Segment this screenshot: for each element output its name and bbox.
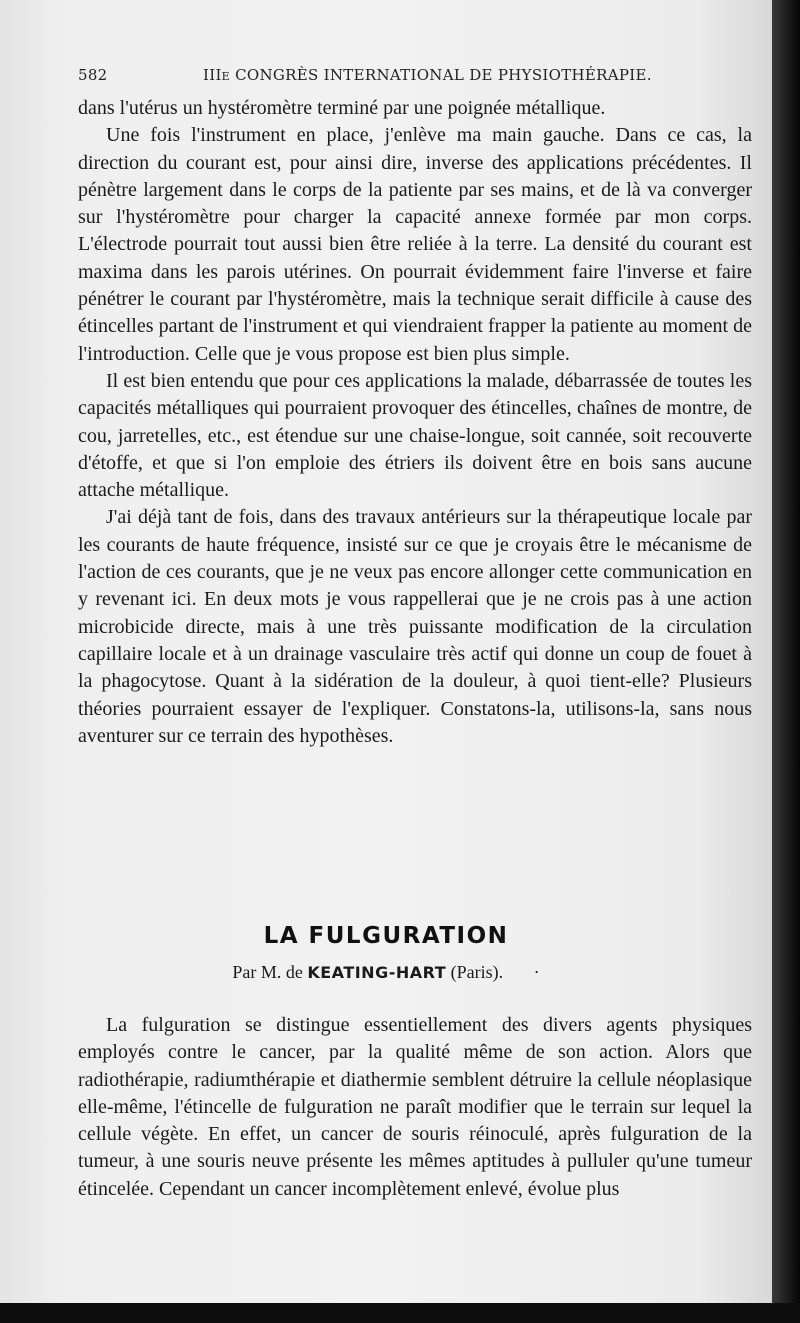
paragraph: Il est bien entendu que pour ces applications la malade, débarrassée de toutes les capacités métalliques qui pourraient provoquer des étincelles, chaînes de montre, de cou, jarretelles, etc., est étendue sur une chaise-longue, soit cannée, soit recouverte d'étoffe, et que si l'on emploie des étriers ils doivent être en bois sans aucune attache métallique.: [78, 369, 752, 502]
byline: [0, 962, 772, 983]
page-edge-shadow: [772, 0, 800, 1323]
author-name: KEATING-HART: [307, 963, 447, 982]
mark: ·: [533, 962, 540, 982]
page-number: 582: [78, 66, 108, 84]
paragraph: Une fois l'instrument en place, j'enlève ma main gauche. Dans ce cas, la direction du courant est, pour ainsi dire, inverse des applications précédentes. Il pénètre largement dans le corps de la patiente par ses mains, et de là va converger sur l'hystéromètre pour charger la capacité annexe formée par mon corps. L'électrode pourrait tout aussi bien être reliée à la terre. La densité du courant est maxima dans les parois utérines. On pourrait évidemment faire l'inverse et faire pénétrer le courant par l'hystéromètre, mais la technique serait difficile à cause des étincelles partant de l'instrument et qui viendraient frapper la patiente au moment de l'introduction. Celle que je vous propose est bien plus simple.: [78, 124, 752, 365]
byline-prefix: Par M. de: [232, 962, 303, 982]
section-body-text: [78, 1012, 752, 1203]
running-title: IIIe CONGRÈS INTERNATIONAL DE PHYSIOTHÉRAPIE.: [203, 66, 652, 84]
body-text: [78, 95, 752, 750]
paragraph: J'ai déjà tant de fois, dans des travaux antérieurs sur la thérapeutique locale par les courants de haute fréquence, insisté sur ce que je croyais être le mécanisme de l'action de ces courants, que je ne veux pas encore allonger cette communication en y revenant ici. En deux mots je vous rappellerai que je ne crois pas à une action microbicide directe, mais à une très puissante modification de la circulation capillaire locale et à un drainage vasculaire très actif qui donne un coup de fouet à la phagocytose. Quant à la sidération de la douleur, à quoi tient-elle? Plusieurs théories pourraient essayer de l'expliquer. Constatons-la, utilisons-la, sans nous aventurer sur ce terrain des hypothèses.: [78, 506, 752, 747]
paragraph: La fulguration se distingue essentiellement des divers agents physiques employés contre le cancer, par la qualité même de son action. Alors que radiothérapie, radiumthérapie et diathermie semblent détruire la cellule néoplasique elle-même, l'étincelle de fulguration ne paraît modifier que le terrain sur lequel la cellule végète. En effet, un cancer de souris réinoculé, après fulguration de la tumeur, à une souris neuve présente les mêmes aptitudes à pulluler qu'une tumeur étincelée. Cependant un cancer incomplètement enlevé, évolue plus: [78, 1014, 752, 1200]
bottom-edge-shadow: [0, 1303, 800, 1323]
section-title: LA FULGURATION: [263, 923, 509, 949]
author-location: (Paris).: [450, 962, 504, 982]
paragraph-continuation: dans l'utérus un hystéromètre terminé par une poignée métallique.: [78, 97, 606, 119]
